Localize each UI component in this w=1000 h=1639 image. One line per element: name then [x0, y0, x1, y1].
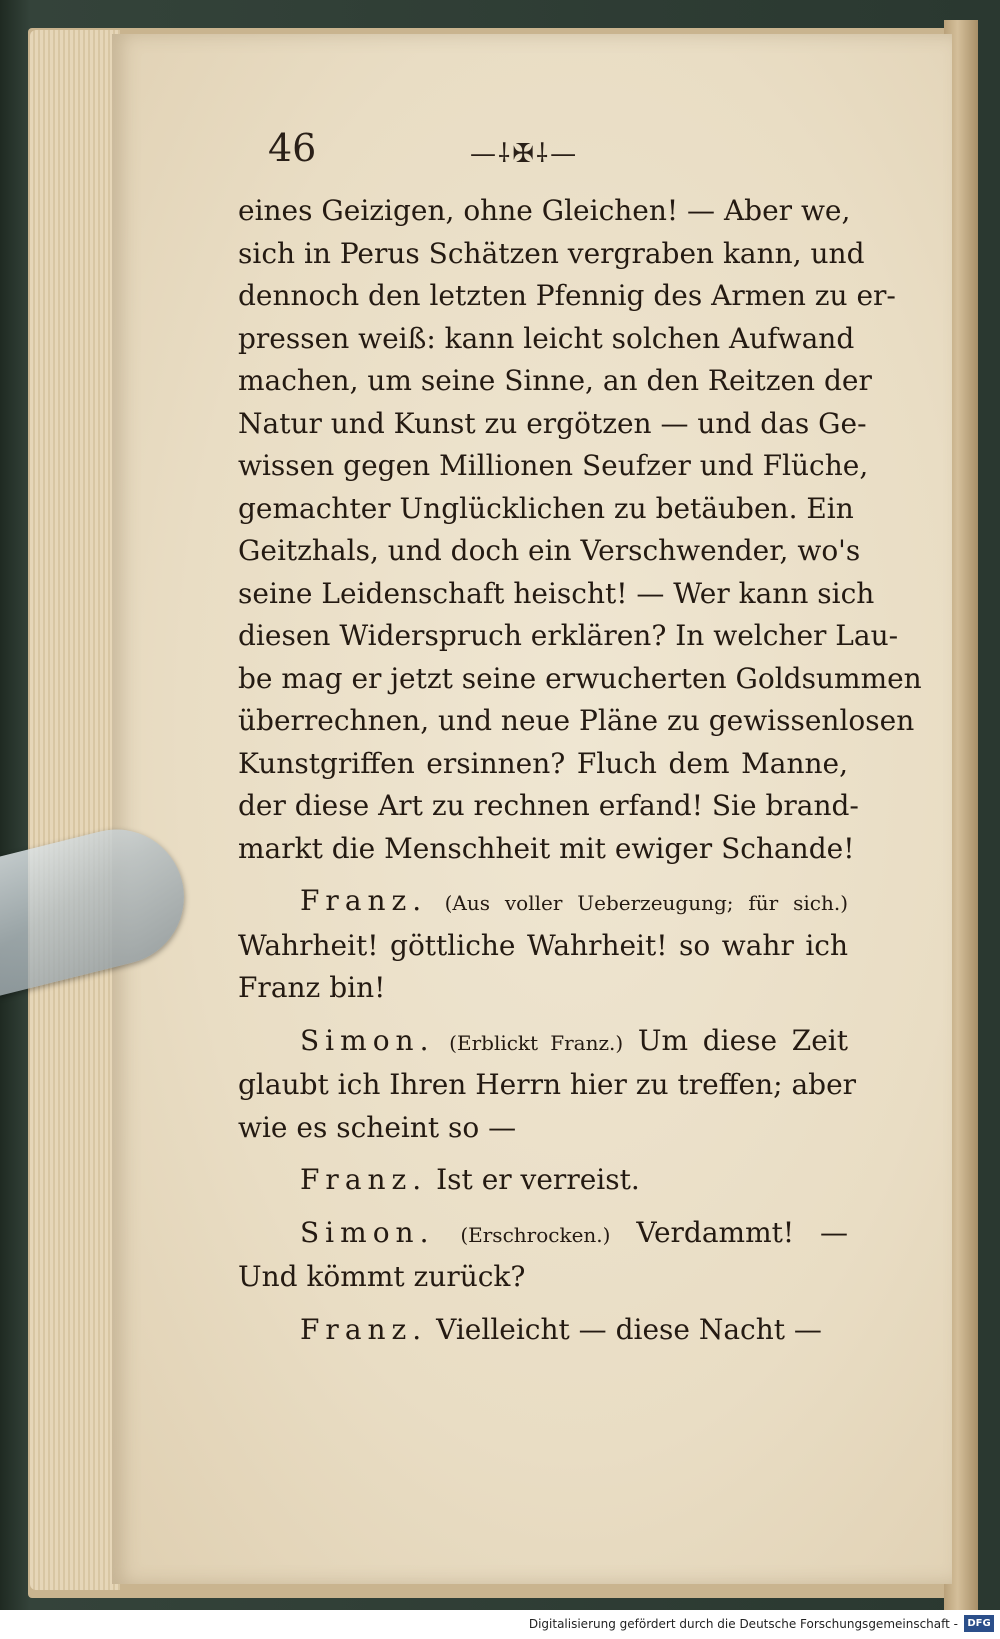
speech-text: Verdammt! — [636, 1215, 848, 1249]
dialogue-franz-1 [238, 880, 848, 925]
text-line: seine Leidenschaft heischt! — Wer kann sich [238, 576, 875, 610]
text-line: Geitzhals, und doch ein Verschwender, wo's [238, 534, 861, 567]
text-line: überrechnen, und neue Pläne zu gewissenlosen [238, 704, 915, 737]
text-line: pressen weiß: kann leicht solchen Aufwand [238, 321, 855, 355]
text-line: wie es scheint so — [238, 1110, 517, 1144]
text-line: Kunstgriffen ersinnen? Fluch dem Manne, [238, 746, 848, 780]
speaker-name: Franz. [300, 884, 428, 917]
text-line: Natur und Kunst zu ergötzen — und das Ge- [238, 406, 867, 440]
speech-text: Ist er verreist. [436, 1163, 640, 1196]
text-line: eines Geizigen, ohne Gleichen! — Aber we, [238, 194, 851, 227]
stage-direction: (Erschrocken.) [460, 1222, 611, 1247]
footer-bar [0, 1610, 1000, 1639]
page-text [238, 190, 922, 1351]
text-line: glaubt ich Ihren Herrn hier zu treffen; aber [238, 1068, 857, 1101]
text-line: diesen Widerspruch erklären? In welcher Lau- [238, 619, 899, 652]
page-number: 46 [268, 126, 317, 170]
header-ornament: —⸸✠⸸— [470, 139, 579, 169]
dialogue-franz-3 [238, 1309, 848, 1352]
funding-credit: Digitalisierung gefördert durch die Deutsche Forschungsgemeinschaft - [528, 1617, 958, 1631]
stage-direction: (Aus voller Ueberzeugung; für sich.) [444, 891, 848, 915]
page-stack [30, 30, 120, 1590]
dfg-logo: DFG [964, 1615, 994, 1632]
dialogue-simon-2 [238, 1212, 848, 1257]
speaker-name: Simon. [300, 1215, 435, 1249]
speaker-name: Franz. [300, 1163, 428, 1196]
text-line: machen, um seine Sinne, an den Reitzen der [238, 364, 872, 397]
speech-text: Um diese Zeit [637, 1023, 848, 1057]
text-line: der diese Art zu rechnen erfand! Sie brand- [238, 789, 859, 822]
page-header [250, 118, 850, 178]
dialogue-franz-2 [238, 1159, 848, 1202]
text-line: markt die Menschheit mit ewiger Schande! [238, 831, 855, 865]
text-line: Franz bin! [238, 971, 386, 1004]
speech-text: Vielleicht — diese Nacht — [436, 1312, 822, 1346]
text-line: Wahrheit! göttliche Wahrheit! so wahr ich [238, 928, 848, 962]
text-line: gemachter Unglücklichen zu betäuben. Ein [238, 491, 854, 525]
text-line: Und kömmt zurück? [238, 1260, 526, 1293]
text-line: sich in Perus Schätzen vergraben kann, und [238, 236, 865, 270]
stage-direction: (Erblickt Franz.) [449, 1030, 624, 1055]
text-line: dennoch den letzten Pfennig des Armen zu er- [238, 279, 896, 312]
text-line: be mag er jetzt seine erwucherten Goldsummen [238, 661, 922, 695]
text-line: wissen gegen Millionen Seufzer und Flüche, [238, 449, 869, 482]
speaker-name: Simon. [300, 1023, 435, 1057]
speaker-name: Franz. [300, 1312, 428, 1346]
dialogue-simon-1 [238, 1020, 848, 1065]
